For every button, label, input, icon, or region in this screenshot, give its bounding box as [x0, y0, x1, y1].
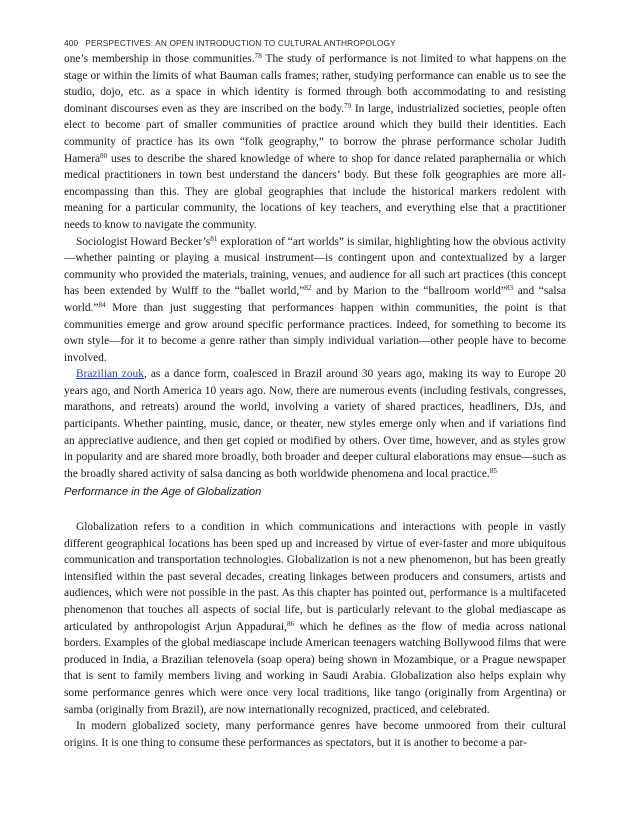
- text-run: which he defines as the flow of media across national borders. Examples of the global mediascape include American teenagers watching Bollywood films that were produced in India, a Brazilian telenovela (soap opera) being shown in Mozambique, or a Prague newspaper that is sent to family members living and working in Saudi Arabia. Globalization also helps explain why some performance genres which were once very local traditions, like tango (originally from Argentina) or samba (originally from Brazil), are now internationally recognized, practiced, and celebrated.: [64, 620, 566, 716]
- text-run: , as a dance form, coalesced in Brazil around 30 years ago, making its way to Europe 20 years ago, and North America 10 years ago. Now, there are numerous events (including festivals, congresses, marathons, and retreats) around the world, involving a variety of shared practices, headliners, DJs, and participants. Whether painting, music, dance, or theater, new styles emerge only when and if variations find an appreciative audience, and then get copied or modified by others. Over time, however, and as styles grow in popularity and are shared more broadly, both broader and deeper cultural elaborations may ensue—such as the broadly shared activity of salsa dancing as both worldwide phenomena and local practice.: [64, 368, 566, 480]
- footnote-ref[interactable]: 83: [505, 284, 514, 293]
- paragraph-4: [64, 519, 566, 718]
- footnote-ref[interactable]: 85: [489, 466, 497, 475]
- footnote-ref[interactable]: 79: [344, 101, 352, 110]
- section-heading: Performance in the Age of Globalization: [64, 486, 262, 498]
- paragraph-5: [64, 718, 566, 751]
- footnote-ref[interactable]: 81: [210, 234, 218, 243]
- footnote-ref[interactable]: 84: [98, 300, 106, 309]
- footnote-ref[interactable]: 78: [254, 52, 262, 60]
- text-run: one’s membership in those communities.: [64, 53, 255, 65]
- running-header: [64, 38, 396, 48]
- body-text-upper: [64, 51, 566, 482]
- text-run: More than just suggesting that performances happen within communities, the point is that communities emerge and grow around specific performance practices. Indeed, for something to become its own style—for it to become a genre rather than simply individual variation—other people have to become involved.: [64, 301, 566, 364]
- paragraph-2: [64, 234, 566, 367]
- page-number: 400: [64, 38, 79, 48]
- text-run: and “salsa world.”: [64, 285, 566, 314]
- footnote-ref[interactable]: 80: [100, 151, 108, 160]
- paragraph-1: [64, 51, 566, 234]
- text-run: In large, industrialized societies, people often elect to become part of smaller communities of practice around which they build their identities. Each community of practice has its own “folk geography,” to borrow the phrase performance scholar Judith Hamera: [64, 102, 566, 165]
- paragraph-3: [64, 366, 566, 482]
- running-title: PERSPECTIVES: AN OPEN INTRODUCTION TO CULTURAL ANTHROPOLOGY: [85, 38, 396, 48]
- footnote-ref[interactable]: 86: [286, 619, 295, 628]
- text-run: The study of performance is not limited to what happens on the stage or within the limits of what Bauman calls frames; rather, studying performance can enable us to see the studio, dojo, etc. as a space in which identity is formed through both accommodating to and resisting dominant discourses even as they are inscribed on the body.: [64, 53, 566, 115]
- footnote-ref[interactable]: 82: [304, 284, 312, 293]
- text-run: uses to describe the shared knowledge of where to shop for dance related paraphernalia or which medical practitioners in town best understand the dancers’ body. But these folk geographies are more all-encompassing than this. They are global geographies that include the historical markers redolent with meaning for a particular community, the locations of key teachers, and everything else that a practitioner needs to know to navigate the community.: [64, 152, 566, 231]
- body-text-lower: [64, 519, 566, 751]
- text-run: Globalization refers to a condition in which communications and interactions with people in vastly different geographical locations has been sped up and increased by virtue of ever-faster and more ubiquitous communication and transportation technologies. Globalization is not a new phenomenon, but has been greatly intensified within the past several decades, creating linkages between producers and consumers, artists and audiences, which were not possible in the past. As this chapter has pointed out, performance is a multifaceted phenomenon that touches all aspects of social life, but is particularly relevant to the global mediascape as articulated by anthropologist Arjun Appadurai,: [64, 521, 566, 633]
- text-run: Sociologist Howard Becker’s: [76, 235, 211, 248]
- text-run: and by Marion to the “ballroom world”: [311, 285, 506, 298]
- brazilian-zouk-link[interactable]: Brazilian zouk: [76, 368, 144, 381]
- text-run: In modern globalized society, many performance genres have become unmoored from their cultural origins. It is one thing to consume these performances as spectators, but it is another to become a par-: [64, 720, 566, 749]
- text-run: exploration of “art worlds” is similar, highlighting how the obvious activity—whether painting or playing a musical instrument—is contingent upon and contextualized by a larger community who provided the materials, training, venues, and audience for all such art practices (this concept has been extended by Wulff to the “ballet world,”: [64, 235, 566, 298]
